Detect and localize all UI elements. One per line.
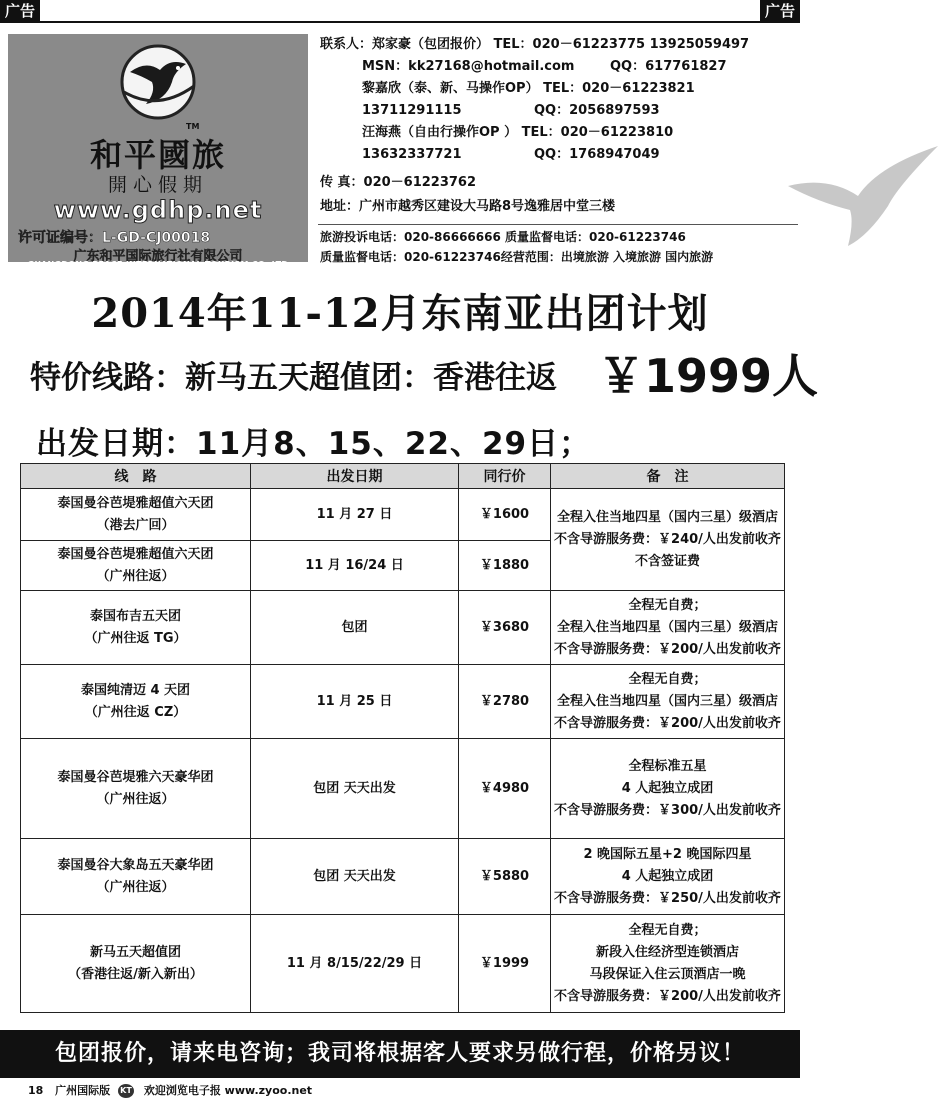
price-cell: ￥2780 (459, 665, 551, 739)
header-date: 出发日期 (251, 464, 459, 489)
note-line: 不含导游服务费：￥200/人出发前收齐 (554, 641, 781, 657)
quality-line: 质量监督电话：020-61223746经营范围：出境旅游 入境旅游 国内旅游 (320, 250, 714, 264)
note-line: 马段保证入住云顶酒店一晚 (589, 966, 746, 982)
note-line: 全程无自费； (628, 671, 707, 687)
route-name: 泰国曼谷大象岛五天豪华团 (57, 857, 214, 873)
logo-slogan: 開心假期 (107, 174, 208, 196)
price-cell: ￥1880 (459, 541, 551, 591)
contact-mobile-3: 13632337721 (362, 147, 462, 162)
note-cell (551, 839, 785, 915)
route-detail: （广州往返） (96, 879, 175, 895)
table-row (21, 665, 785, 739)
price-cell: ￥5880 (459, 839, 551, 915)
contact-mobile-2: 13711291115 (362, 103, 462, 118)
table-row (21, 739, 785, 839)
route-detail: （广州往返） (96, 791, 175, 807)
table-row (21, 489, 785, 541)
route-detail: （广州往返 CZ） (84, 704, 187, 720)
contact-qq-2: QQ：2056897593 (534, 103, 660, 118)
table-header-row (21, 464, 785, 489)
note-line: 全程无自费； (628, 597, 707, 613)
note-cell (551, 739, 785, 839)
price-cell: ￥1600 (459, 489, 551, 541)
route-cell (21, 915, 251, 1013)
route-cell (21, 739, 251, 839)
date-cell: 11 月 25 日 (251, 665, 459, 739)
contact-row-5: 汪海燕（自由行操作OP ） TEL：020－61223810 (362, 125, 674, 140)
contact-qq-1: QQ：617761827 (610, 59, 727, 74)
note-cell (551, 591, 785, 665)
note-line: 全程入住当地四星（国内三星）级酒店 (556, 509, 778, 525)
note-line: 全程标准五星 (628, 758, 707, 774)
logo-panel (8, 34, 308, 269)
note-cell (551, 665, 785, 739)
note-cell (551, 489, 785, 591)
top-rule (0, 21, 800, 23)
note-line: 不含导游服务费：￥200/人出发前收齐 (554, 715, 781, 731)
company-name-cn: 广东和平国际旅行社有限公司 (73, 249, 243, 264)
note-line: 不含导游服务费：￥200/人出发前收齐 (554, 988, 781, 1004)
route-name: 泰国布吉五天团 (89, 608, 181, 624)
page-number: 18 (28, 1084, 44, 1097)
paper-name: 广州国际版 (55, 1084, 111, 1097)
header-price: 同行价 (459, 464, 551, 489)
contact-row-1: 联系人：郑家豪（包团报价） TEL：020－61223775 13925059497 (320, 37, 750, 52)
note-line: 新段入住经济型连锁酒店 (595, 944, 739, 960)
bird-silhouette-icon (788, 146, 938, 246)
route-name: 泰国曼谷芭堤雅六天豪华团 (57, 769, 214, 785)
date-cell: 11 月 16/24 日 (251, 541, 459, 591)
date-cell: 11 月 27 日 (251, 489, 459, 541)
license-number: 许可证编号：L-GD-CJ00018 (18, 230, 211, 246)
price-cell: ￥4980 (459, 739, 551, 839)
date-cell: 包团 天天出发 (251, 739, 459, 839)
company-name-en: GUANGDONG PEACE INTERNATIONAL TOURISM CO.,LTD (27, 260, 289, 269)
route-cell (21, 591, 251, 665)
date-cell: 包团 (251, 591, 459, 665)
note-line: 不含导游服务费：￥300/人出发前收齐 (554, 802, 781, 818)
ad-label-right: 广告 (760, 0, 800, 22)
route-name: 新马五天超值团 (89, 944, 181, 960)
complaint-line: 旅游投诉电话：020-86666666 质量监督电话：020-61223746 (320, 230, 686, 244)
contact-divider (318, 224, 798, 225)
date-cell: 11 月 8/15/22/29 日 (251, 915, 459, 1013)
page-footer (28, 1082, 312, 1098)
contact-qq-3: QQ：1768947049 (534, 147, 660, 162)
route-detail: （香港往返/新入新出） (68, 966, 203, 982)
route-table (20, 463, 785, 1013)
note-line: 不含签证费 (634, 553, 700, 569)
contact-address: 地址：广州市越秀区建设大马路8号逸雅居中堂三楼 (320, 199, 616, 214)
logo-name: 和平國旅 (89, 136, 226, 174)
route-detail: （广州往返） (96, 568, 175, 584)
route-name: 泰国曼谷芭堤雅超值六天团 (57, 495, 214, 511)
ad-label-left: 广告 (0, 0, 40, 22)
footer-tagline: 欢迎浏览电子报 www.zyoo.net (143, 1084, 313, 1097)
note-line: 全程入住当地四星（国内三星）级酒店 (556, 693, 778, 709)
header-route: 线 路 (21, 464, 251, 489)
route-cell (21, 489, 251, 541)
route-name: 泰国纯清迈 4 天团 (80, 682, 191, 698)
table-row (21, 915, 785, 1013)
note-line: 4 人起独立成团 (621, 868, 714, 884)
note-line: 不含导游服务费：￥250/人出发前收齐 (554, 890, 781, 906)
bottom-banner: 包团报价，请来电咨询；我司将根据客人要求另做行程，价格另议！ (0, 1030, 800, 1078)
date-cell: 包团 天天出发 (251, 839, 459, 915)
route-detail: （广州往返 TG） (84, 630, 187, 646)
price-cell: ￥3680 (459, 591, 551, 665)
price-cell: ￥1999 (459, 915, 551, 1013)
note-line: 不含导游服务费：￥240/人出发前收齐 (554, 531, 781, 547)
globe-dove-icon (116, 42, 200, 122)
contact-row-3: 黎嘉欣（泰、新、马操作OP） TEL：020－61223821 (362, 81, 695, 96)
route-cell (21, 541, 251, 591)
trademark-mark: TM (186, 122, 200, 131)
route-name: 泰国曼谷芭堤雅超值六天团 (57, 546, 214, 562)
special-line: 特价线路：新马五天超值团：香港往返 (30, 360, 557, 396)
table-row (21, 839, 785, 915)
kt-badge-icon: KT (118, 1084, 134, 1098)
special-price: ￥1999人 (598, 349, 819, 403)
contact-msn: MSN：kk27168@hotmail.com (362, 59, 575, 74)
note-cell (551, 915, 785, 1013)
contact-fax: 传 真：020－61223762 (320, 175, 477, 190)
page-title: 2014年11-12月东南亚出团计划 (91, 290, 709, 337)
departure-dates: 出发日期：11月8、15、22、29日； (36, 426, 592, 462)
route-detail: （港去广回） (96, 517, 175, 533)
note-line: 2 晚国际五星+2 晚国际四星 (583, 846, 752, 862)
note-line: 4 人起独立成团 (621, 780, 714, 796)
header-note: 备 注 (551, 464, 785, 489)
note-line: 全程入住当地四星（国内三星）级酒店 (556, 619, 778, 635)
route-cell (21, 839, 251, 915)
table-row (21, 591, 785, 665)
route-cell (21, 665, 251, 739)
logo-url: www.gdhp.net (53, 196, 263, 224)
note-line: 全程无自费； (628, 922, 707, 938)
